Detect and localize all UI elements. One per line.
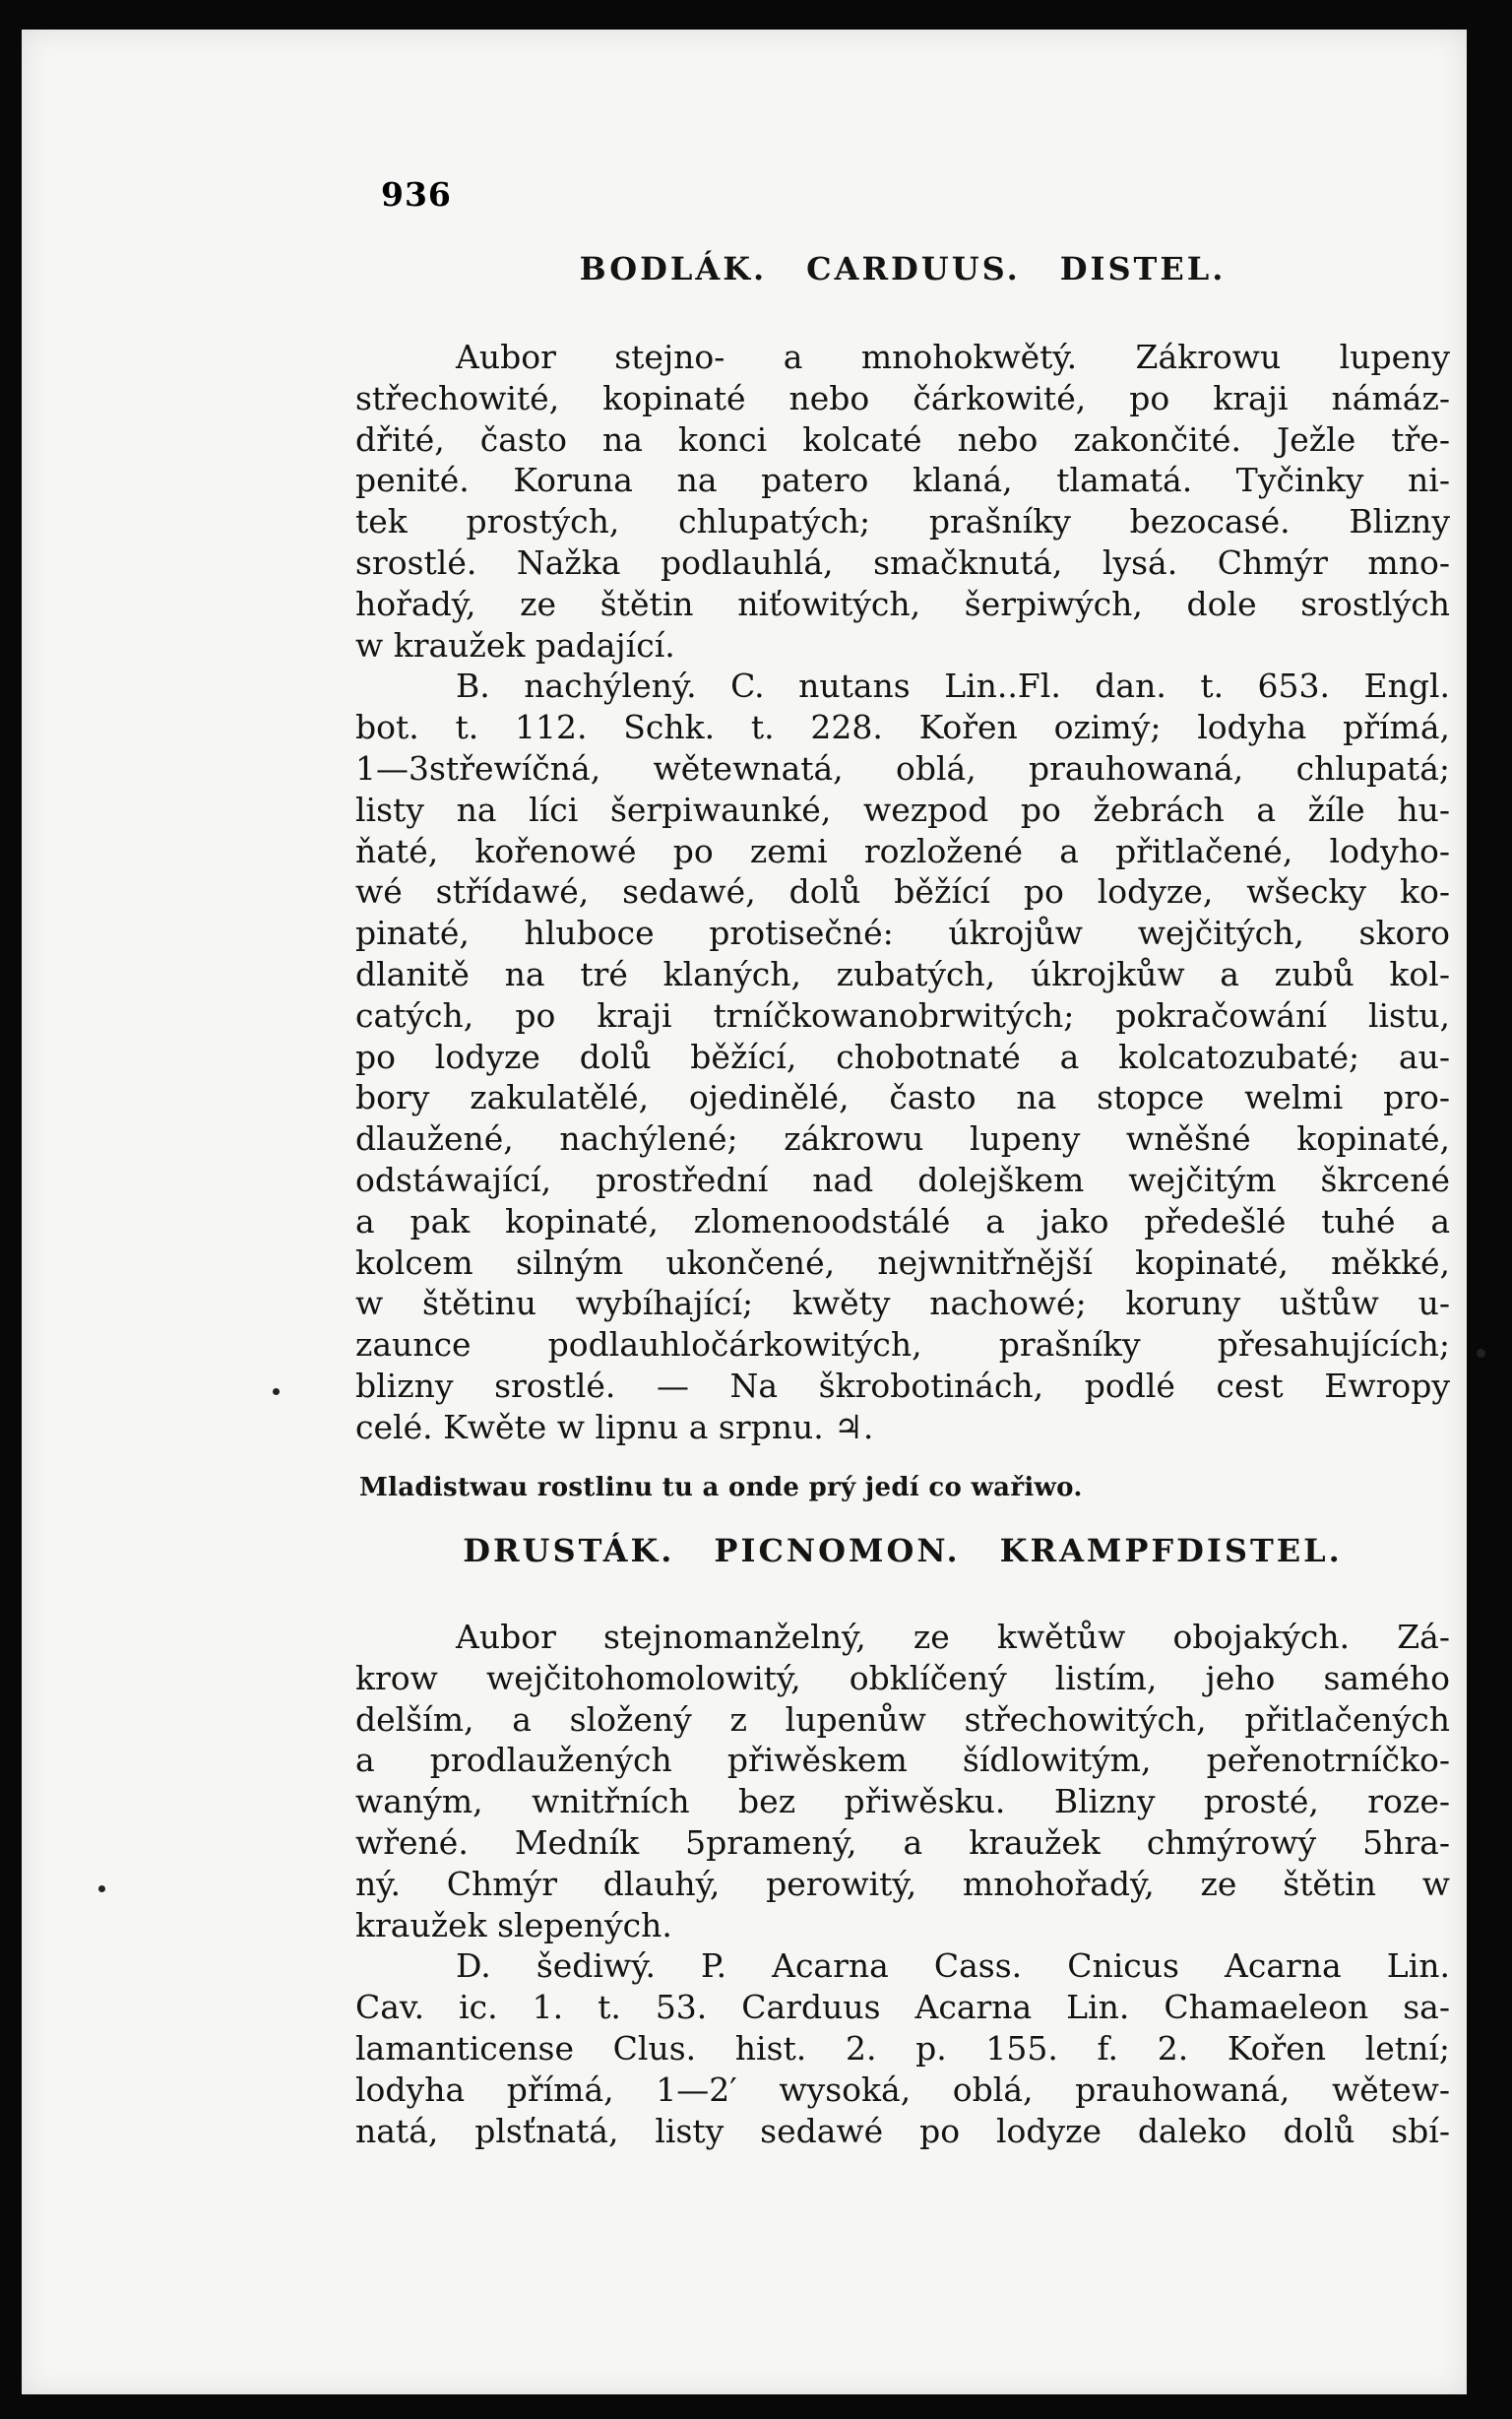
text-line: srostlé. Nažka podlauhlá, smačknutá, lysá. Chmýr mno- [355,542,1450,582]
text-line: dlanitě na tré klaných, zubatých, úkrojkůw a zubů kol- [355,954,1450,993]
text-line: kraužek slepených. [355,1905,672,1944]
text-line: delším, a složený z lupenůw střechowitých, přitlačených [355,1699,1450,1739]
scan-edge-mark [866,0,925,10]
text-line: tek prostých, chlupatých; prašníky bezocasé. Blizny [355,502,1450,541]
scan-speck [98,1885,105,1892]
scan-speck [273,1388,280,1395]
page-number: 936 [381,175,452,214]
text-line: 1—3střewíčná, wětewnatá, oblá, prauhowaná, chlupatá; [355,748,1450,788]
text-line: listy na líci šerpiwaunké, wezpod po žebrách a žíle hu- [355,790,1450,829]
text-line: po lodyze dolů běžící, chobotnaté a kolcatozubaté; au- [355,1037,1450,1076]
text-line: bot. t. 112. Schk. t. 228. Kořen ozimý; lodyha přímá, [355,708,1450,747]
text-line: dlaužené, nachýlené; zákrowu lupeny wněšné kopinaté, [355,1119,1450,1159]
text-line: kolcem silným ukončené, nejwnitřnější kopinaté, měkké, [355,1242,1450,1282]
text-line: zaunce podlauhločárkowitých, prašníky přesahujících; [355,1325,1450,1365]
text-line: Aubor stejnomanželný, ze kwětůw obojakých. Zá- [456,1618,1450,1656]
section-body-drustak [355,1617,1450,2151]
heading-german: DISTEL. [1059,250,1227,287]
text-line: ný. Chmýr dlauhý, perowitý, mnohořadý, ze štětin w [355,1864,1450,1903]
text-line: krow wejčitohomolowitý, obklíčený listím, jeho samého [355,1658,1450,1697]
species-line: D. šediwý. P. Acarna Cass. Cnicus Acarna Lin. [456,1946,1450,1986]
text-line: Cav. ic. 1. t. 53. Carduus Acarna Lin. Chamaeleon sa- [355,1988,1450,2027]
text-line: dřité, často na konci kolcaté nebo zakončité. Ježle tře- [355,419,1450,459]
text-line: lamanticense Clus. hist. 2. p. 155. f. 2. Kořen letní; [355,2028,1450,2068]
section-heading-bodlak [355,250,1450,287]
heading-latin: PICNOMON. [714,1532,961,1569]
text-line: celé. Kwěte w lipnu a srpnu. ♃. [355,1407,874,1446]
text-line: blizny srostlé. — Na škrobotinách, podlé cest Ewropy [355,1366,1450,1405]
text-line: waným, wnitřních bez přiwěsku. Blizny prosté, roze- [355,1782,1450,1821]
text-line: pinaté, hluboce protisečné: úkrojůw wejčitých, skoro [355,914,1450,953]
heading-czech: DRUSTÁK. [463,1532,675,1569]
text-line: střechowité, kopinaté nebo čárkowité, po kraji námáz- [355,378,1450,417]
heading-latin: CARDUUS. [806,250,1021,287]
scan-speck [1477,1349,1485,1358]
section-body-bodlak [355,337,1450,1448]
text-line: lodyha přímá, 1—2′ wysoká, oblá, prauhowaná, wětew- [355,2069,1450,2109]
text-line: a prodlaužených přiwěskem šídlowitým, peřenotrníčko- [355,1741,1450,1780]
text-line: catých, po kraji trníčkowanobrwitých; pokračowání listu, [355,995,1450,1035]
text-line: ňaté, kořenowé po zemi rozložené a přitlačené, lodyho- [355,831,1450,870]
section-heading-drustak [355,1532,1450,1569]
species-line: B. nachýlený. C. nutans Lin..Fl. dan. t. 653. Engl. [456,667,1450,706]
text-line: hořadý, ze štětin niťowitých, šerpiwých, dole srostlých [355,584,1450,623]
text-line: wé střídawé, sedawé, dolů běžící po lodyze, wšecky ko- [355,872,1450,912]
heading-german: KRAMPFDISTEL. [999,1532,1343,1569]
footnote-usage: Mladistwau rostlinu tu a onde prý jedí co wařiwo. [359,1473,1083,1502]
text-line: w štětinu wybíhající; kwěty nachowé; koruny uštůw u- [355,1284,1450,1323]
text-line: bory zakulatělé, ojedinělé, často na stopce welmi pro- [355,1078,1450,1117]
book-page [22,30,1467,2394]
text-line: odstáwající, prostřední nad dolejškem wejčitým škrcené [355,1160,1450,1199]
text-line: natá, plsťnatá, listy sedawé po lodyze daleko dolů sbí- [355,2111,1450,2150]
text-line: w kraužek padající. [355,625,675,665]
text-line: a pak kopinaté, zlomenoodstálé a jako předešlé tuhé a [355,1201,1450,1241]
text-line: wřené. Medník 5pramený, a kraužek chmýrowý 5hra- [355,1822,1450,1862]
text-line: Aubor stejno- a mnohokwětý. Zákrowu lupeny [456,338,1450,376]
text-line: penité. Koruna na patero klaná, tlamatá. Tyčinky ni- [355,461,1450,500]
heading-czech: BODLÁK. [579,250,768,287]
